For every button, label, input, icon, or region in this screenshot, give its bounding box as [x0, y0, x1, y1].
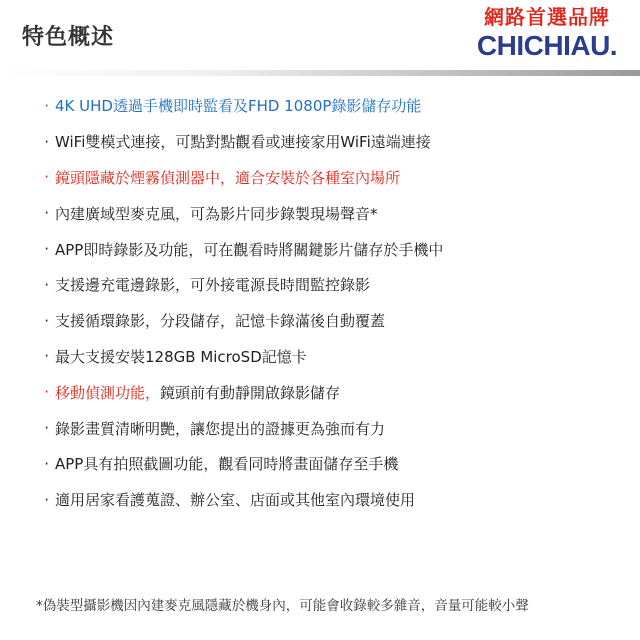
- bullet-dot: ·: [44, 96, 49, 115]
- feature-item: [0, 231, 640, 267]
- brand-tagline: 網路首選品牌: [484, 5, 610, 29]
- feature-item: [0, 267, 640, 303]
- feature-text: [55, 453, 398, 474]
- feature-text-segment: 錄影畫質清晰明艷，讓您提出的證據更為強而有力: [55, 419, 386, 438]
- feature-text: [55, 382, 340, 403]
- feature-text-segment: 內建廣域型麥克風，可為影片同步錄製現場聲音*: [55, 204, 378, 223]
- bullet-dot: ·: [44, 240, 49, 259]
- bullet-dot: ·: [44, 204, 49, 223]
- header-divider: [0, 70, 640, 76]
- feature-text-segment: APP具有拍照截圖功能，觀看同時將畫面儲存至手機: [55, 455, 399, 474]
- bullet-dot: ·: [44, 132, 49, 151]
- bullet-dot: ·: [44, 454, 49, 473]
- feature-item: [0, 195, 640, 231]
- bullet-dot: ·: [44, 490, 49, 509]
- feature-list: [0, 88, 640, 518]
- feature-item: [0, 446, 640, 482]
- feature-text-segment: 4K UHD透過手機即時監看及FHD 1080P錄影儲存功能: [55, 97, 422, 116]
- bullet-dot: ·: [44, 275, 49, 294]
- feature-item: [0, 410, 640, 446]
- feature-item: [0, 339, 640, 375]
- bullet-dot: ·: [44, 168, 49, 187]
- feature-text-segment: 適用居家看護蒐證、辦公室、店面或其他室內環境使用: [55, 491, 416, 510]
- feature-text-segment: 支援邊充電邊錄影，可外接電源長時間監控錄影: [55, 276, 371, 295]
- feature-text: [55, 346, 307, 367]
- bullet-dot: ·: [44, 383, 49, 402]
- feature-text-segment: 鏡頭前有動靜開啟錄影儲存: [160, 383, 341, 402]
- bullet-dot: ·: [44, 347, 49, 366]
- feature-text-segment: 最大支援安裝128GB MicroSD記憶卡: [55, 347, 307, 366]
- feature-text-segment: 移動偵測功能，: [55, 383, 161, 402]
- feature-text: [55, 95, 421, 116]
- feature-text-segment: WiFi雙模式連接，可點對點觀看或連接家用WiFi遠端連接: [55, 133, 431, 152]
- feature-text: [55, 310, 385, 331]
- brand-logo: [462, 4, 632, 62]
- feature-text: [55, 489, 415, 510]
- feature-text: [55, 203, 378, 224]
- bullet-dot: ·: [44, 419, 49, 438]
- section-title: 特色概述: [22, 25, 115, 50]
- feature-item: [0, 482, 640, 518]
- feature-item: [0, 124, 640, 160]
- feature-text-segment: 鏡頭隱藏於煙霧偵測器中，適合安裝於各種室內場所: [55, 168, 401, 187]
- feature-item: [0, 374, 640, 410]
- feature-item: [0, 88, 640, 124]
- feature-item: [0, 303, 640, 339]
- feature-text-segment: 支援循環錄影，分段儲存，記憶卡錄滿後自動覆蓋: [55, 312, 386, 331]
- feature-text: [55, 274, 370, 295]
- feature-text: [55, 131, 431, 152]
- feature-text: [55, 167, 400, 188]
- brand-wordmark: CHICHIAU.: [476, 30, 618, 61]
- bullet-dot: ·: [44, 311, 49, 330]
- feature-text: [55, 418, 385, 439]
- feature-text-segment: APP即時錄影及功能，可在觀看時將關鍵影片儲存於手機中: [55, 240, 444, 259]
- footnote: *偽裝型攝影機因內建麥克風隱藏於機身內，可能會收錄較多雜音，音量可能較小聲: [36, 598, 529, 614]
- feature-text: [55, 239, 443, 260]
- feature-item: [0, 160, 640, 196]
